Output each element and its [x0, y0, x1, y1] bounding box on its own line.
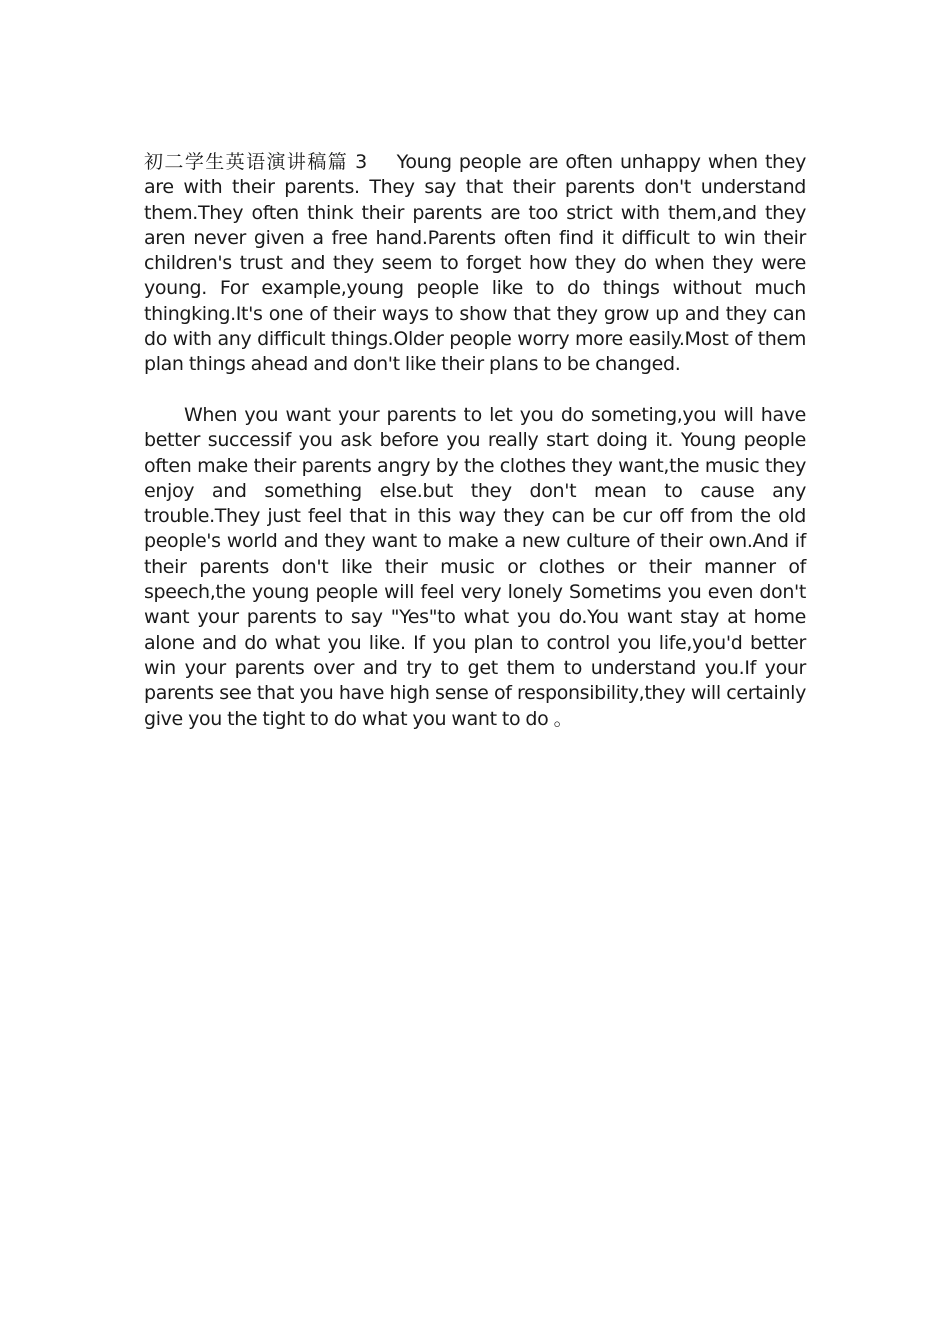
paragraph-2 — [144, 403, 806, 732]
paragraph-1 — [144, 150, 806, 378]
paragraph-1-text: Young people are often unhappy when they are with their parents. They say that their parents don't understand them.They often think their parents are too strict with them,and they aren never given a free hand.Parents often find it difficult to win their children's trust and they seem to forget how they do when they were young. For example,young people like to do things without much thingking.It's one of their ways to show that they grow up and they can do with any difficult things.Older people worry more easily.Most of them plan things ahead and don't like their plans to be changed. — [144, 151, 806, 376]
document-title: 初二学生英语演讲稿篇 3 — [144, 151, 367, 173]
paragraph-2-text: When you want your parents to let you do someting,you will have better successif you ask before you really start doing it. Young people often make their parents angry by the clothes they want,the music they enjoy and something else.but they don't mean to cause any trouble.They just feel that in this way they can be cur off from the old people's world and they want to make a new culture of their own.And if their parents don't like their music or clothes or their manner of speech,the young people will feel very lonely Sometims you even don't want your parents to say "Yes"to what you do.You want stay at home alone and do what you like. If you plan to control you life,you'd better win your parents over and try to get them to understand you.If your parents see that you have high sense of responsibility,they will certainly give you the tight to do what you want to do 。 — [144, 403, 806, 730]
document-body — [144, 150, 806, 732]
